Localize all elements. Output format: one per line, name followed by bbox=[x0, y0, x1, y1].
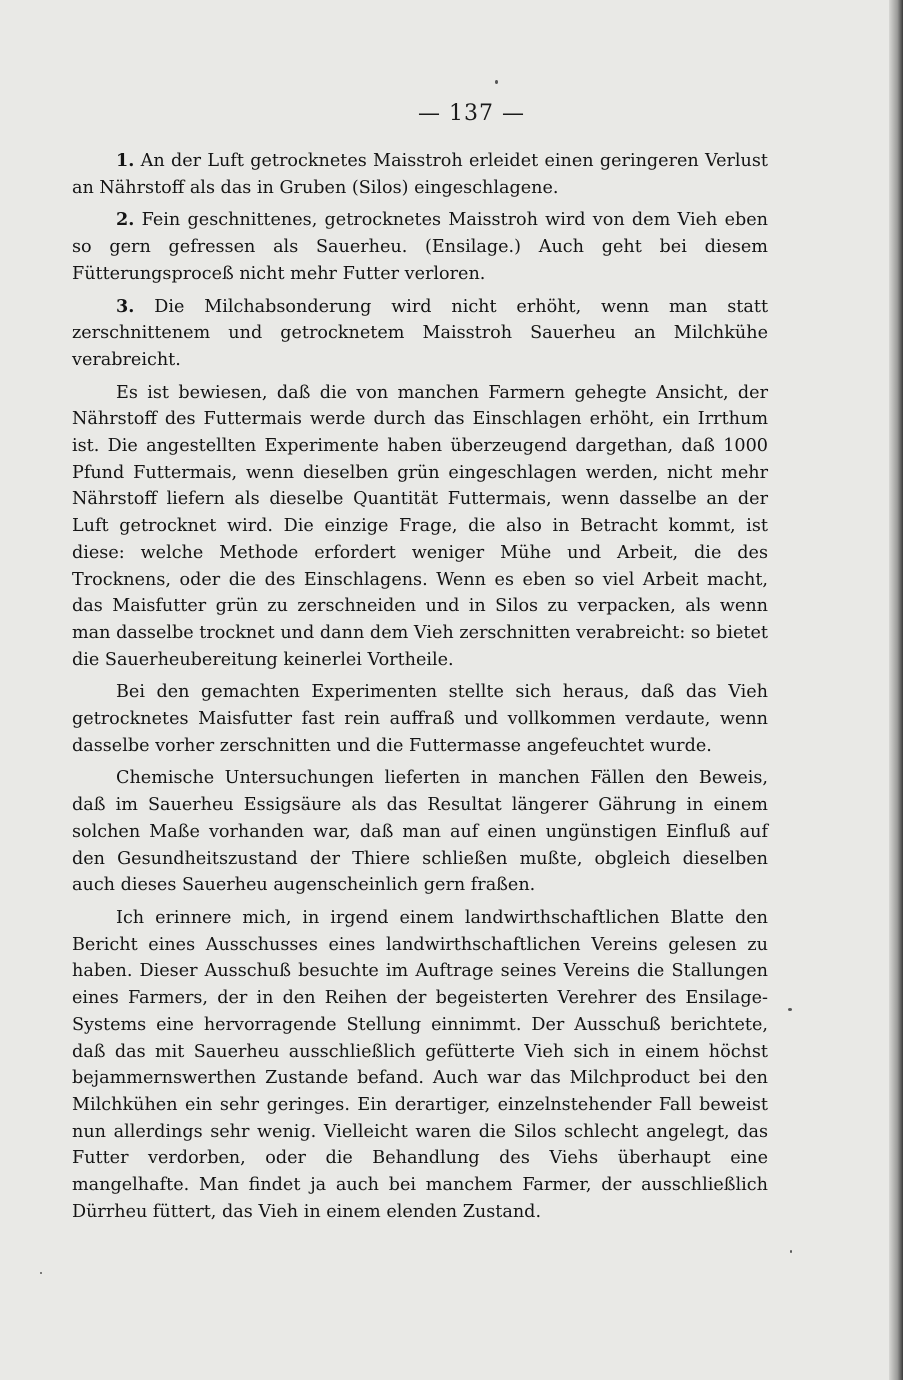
paragraph-text: Fein geschnittenes, getrocknetes Maisstroh wird von dem Vieh eben so gern gefressen als Sauerheu. (Ensilage.) Auch geht bei diesem Fütterungsproceß nicht mehr Futter verloren. bbox=[72, 210, 768, 284]
paragraph-6 bbox=[72, 765, 768, 899]
paragraph-1 bbox=[72, 148, 768, 201]
list-number: 3. bbox=[116, 295, 135, 317]
paragraph-text: Bei den gemachten Experimenten stellte sich heraus, daß das Vieh getrocknetes Maisfutter fast rein auffraß und vollkommen verdaute, wenn dasselbe vorher zerschnitten und die Futtermasse angefeuchtet wurde. bbox=[72, 682, 768, 756]
paper-speck bbox=[40, 1272, 42, 1274]
paragraph-text: Chemische Untersuchungen lieferten in manchen Fällen den Beweis, daß im Sauerheu Essigsäure als das Resultat längerer Gährung in einem solchen Maße vorhanden war, daß man auf einen ungünstigen Einfluß auf den Gesundheitszustand der Thiere schließen mußte, obgleich dieselben auch dieses Sauerheu augenscheinlich gern fraßen. bbox=[72, 768, 768, 896]
page-edge bbox=[889, 0, 903, 1380]
paper-speck bbox=[495, 80, 498, 84]
paragraph-4 bbox=[72, 380, 768, 674]
paragraph-text: Ich erinnere mich, in irgend einem landwirthschaftlichen Blatte den Bericht eines Ausschusses eines landwirthschaftlichen Vereins gelesen zu haben. Dieser Ausschuß besuchte im Auftrage seines Vereins die Stallungen eines Farmers, der in den Reihen der begeisterten Verehrer des Ensilage-Systems eine hervorragende Stellung einnimmt. Der Ausschuß berichtete, daß das mit Sauerheu ausschließlich gefütterte Vieh sich in einem höchst bejammernswerthen Zustande befand. Auch war das Milchproduct bei den Milchkühen ein sehr geringes. Ein derartiger, einzelnstehender Fall beweist nun allerdings sehr wenig. Vielleicht waren die Silos schlecht angelegt, das Futter verdorben, oder die Behandlung des Viehs überhaupt eine mangelhafte. Man findet ja auch bei manchem Farmer, der ausschließlich Dürrheu füttert, das Vieh in einem elenden Zustand. bbox=[72, 907, 768, 1222]
paragraph-text: Die Milchabsonderung wird nicht erhöht, wenn man statt zerschnittenem und getrocknetem Maisstroh Sauerheu an Milchkühe verabreicht. bbox=[72, 296, 769, 370]
paper-speck bbox=[790, 1250, 792, 1253]
paragraph-7 bbox=[72, 905, 768, 1225]
page-number: — 137 — bbox=[418, 101, 525, 126]
paragraph-3 bbox=[72, 294, 768, 374]
paragraph-text: Es ist bewiesen, daß die von manchen Farmern gehegte Ansicht, der Nährstoff des Futtermais werde durch das Einschlagen erhöht, ein Irrthum ist. Die angestellten Experimente haben überzeugend dargethan, daß 1000 Pfund Futtermais, wenn dieselben grün eingeschlagen werden, nicht mehr Nährstoff liefern als dieselbe Quantität Futtermais, wenn dasselbe an der Luft getrocknet wird. Die einzige Frage, die also in Betracht kommt, ist diese: welche Methode erfordert weniger Mühe und Arbeit, die des Trocknens, oder die des Einschlagens. Wenn es eben so viel Arbeit macht, das Maisfutter grün zu zerschneiden und in Silos zu verpacken, als wenn man dasselbe trocknet und dann dem Vieh zerschnitten verabreicht: so bietet die Sauerheubereitung keinerlei Vortheile. bbox=[72, 382, 768, 670]
paragraph-text: An der Luft getrocknetes Maisstroh erleidet einen geringeren Verlust an Nährstoff als das in Gruben (Silos) eingeschlagene. bbox=[72, 151, 768, 198]
paper-speck bbox=[788, 1008, 792, 1011]
list-number: 2. bbox=[116, 209, 135, 231]
body-text bbox=[72, 148, 768, 1225]
paragraph-5 bbox=[72, 679, 768, 759]
paragraph-2 bbox=[72, 207, 768, 287]
list-number: 1. bbox=[116, 150, 135, 171]
